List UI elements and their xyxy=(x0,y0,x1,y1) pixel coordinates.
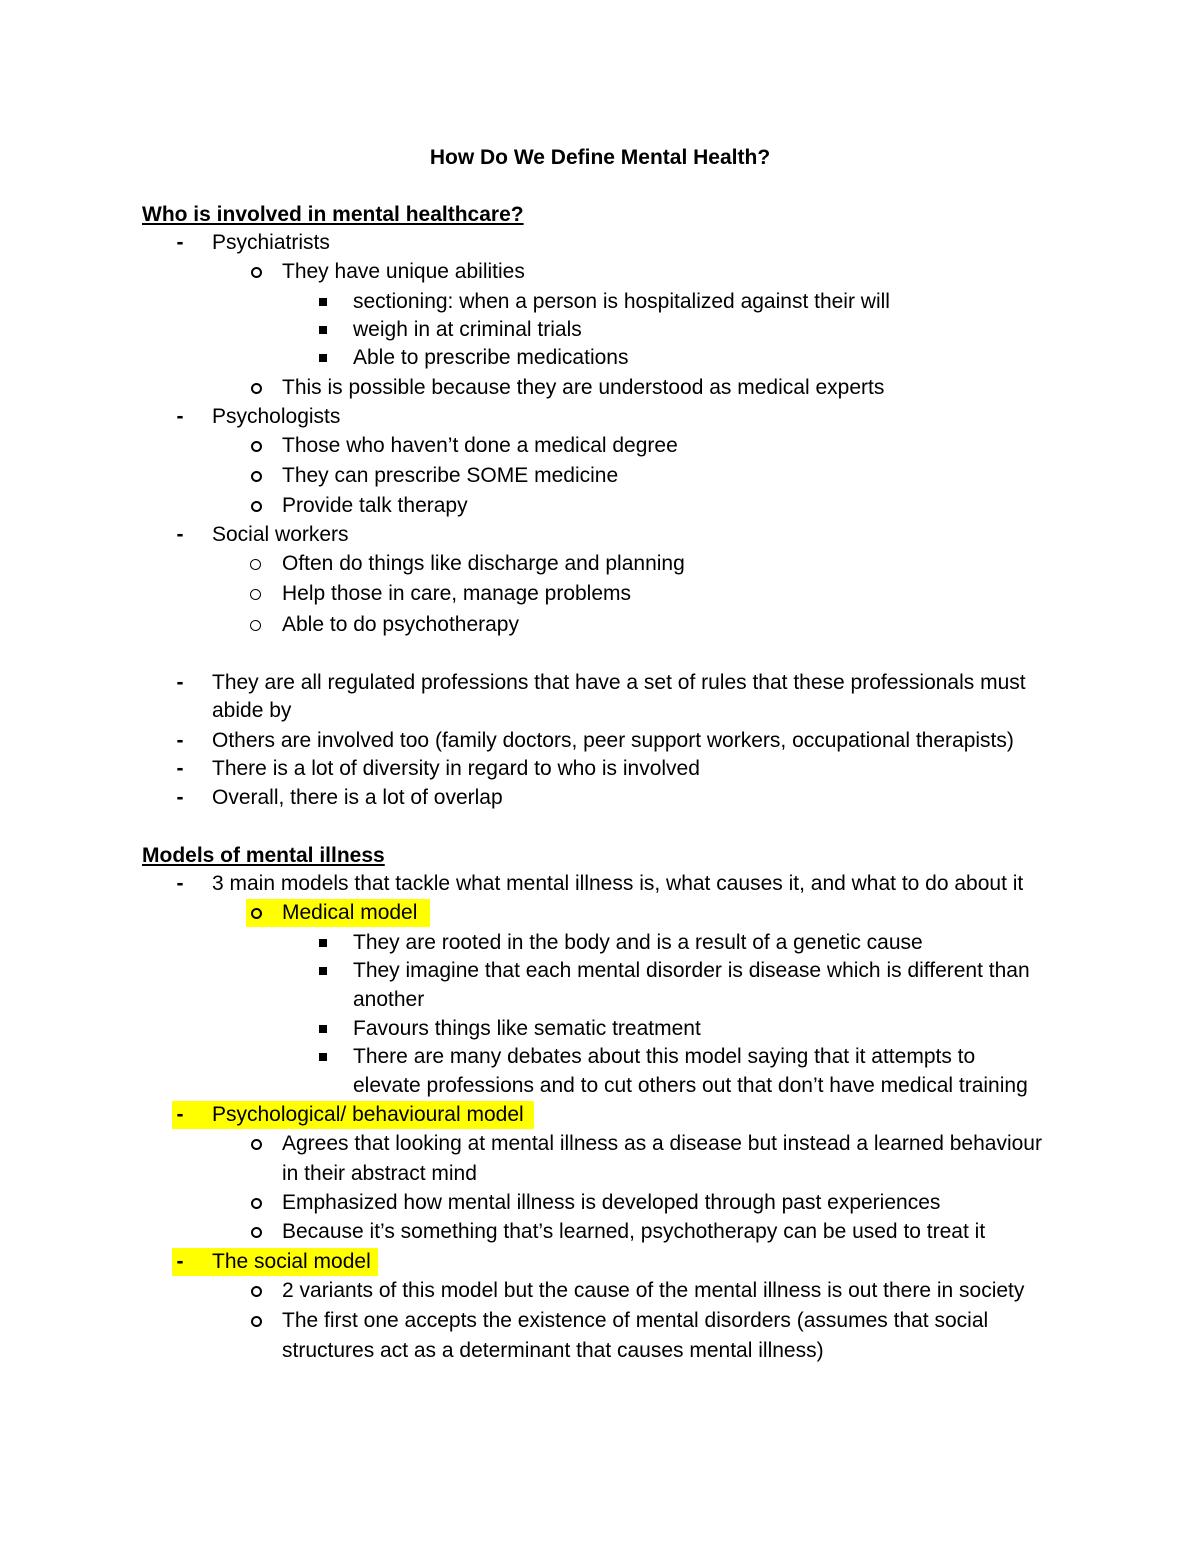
list-item-continuation: in their abstract mind xyxy=(282,1162,477,1185)
square-bullet-icon xyxy=(319,939,327,947)
dash-bullet: - xyxy=(176,729,184,752)
circle-bullet-icon xyxy=(251,1316,262,1327)
circle-bullet-icon xyxy=(251,501,262,512)
circle-bullet-icon xyxy=(251,1198,262,1209)
list-item-medical-model: Medical model xyxy=(246,899,430,927)
list-item-continuation: elevate professions and to cut others out that don’t have medical training xyxy=(353,1074,1028,1097)
circle-bullet-icon xyxy=(251,1139,262,1150)
list-item: This is possible because they are understood as medical experts xyxy=(250,374,1150,402)
list-item: - Overall, there is a lot of overlap xyxy=(174,784,1074,812)
dash-bullet: - xyxy=(176,872,184,895)
dash-bullet: - xyxy=(176,523,184,546)
circle-bullet-icon xyxy=(251,267,262,278)
list-item: Provide talk therapy xyxy=(250,492,1150,520)
list-item: Those who haven’t done a medical degree xyxy=(250,432,1150,460)
list-item: Favours things like sematic treatment xyxy=(318,1015,1118,1043)
list-item: Able to prescribe medications xyxy=(318,344,1118,372)
page-title: How Do We Define Mental Health? xyxy=(429,146,771,169)
list-item: They are rooted in the body and is a result of a genetic cause xyxy=(318,929,1118,957)
circle-bullet-icon xyxy=(251,1286,262,1297)
list-item: They can prescribe SOME medicine xyxy=(250,462,1150,490)
square-bullet-icon xyxy=(319,967,327,975)
circle-bullet-icon xyxy=(251,471,262,482)
circle-bullet-icon xyxy=(251,908,262,919)
list-item-social-workers: - Social workers xyxy=(174,521,1074,549)
list-item: The first one accepts the existence of mental disorders (assumes that social xyxy=(250,1307,1150,1335)
square-bullet-icon xyxy=(319,326,327,334)
list-item: weigh in at criminal trials xyxy=(318,316,1118,344)
list-item: They have unique abilities xyxy=(250,258,1150,286)
list-item: Often do things like discharge and planning xyxy=(250,550,1150,578)
circle-bullet-icon xyxy=(251,383,262,394)
section-heading-models: Models of mental illness xyxy=(142,844,385,867)
list-item-psychologists: - Psychologists xyxy=(174,403,1074,431)
list-item: 2 variants of this model but the cause of the mental illness is out there in society xyxy=(250,1277,1150,1305)
list-item: Emphasized how mental illness is developed through past experiences xyxy=(250,1189,1150,1217)
dash-bullet: - xyxy=(176,1103,184,1126)
list-item: - They are all regulated professions that have a set of rules that these professionals must xyxy=(174,669,1074,697)
square-bullet-icon xyxy=(319,354,327,362)
circle-bullet-icon xyxy=(250,559,261,570)
list-item: - There is a lot of diversity in regard to who is involved xyxy=(174,755,1074,783)
list-item: - Others are involved too (family doctors, peer support workers, occupational therapists) xyxy=(174,727,1074,755)
dash-bullet: - xyxy=(176,671,184,694)
dash-bullet: - xyxy=(176,405,184,428)
list-item-continuation: another xyxy=(353,988,425,1011)
dash-bullet: - xyxy=(176,757,184,780)
list-item: They imagine that each mental disorder is disease which is different than xyxy=(318,957,1118,985)
square-bullet-icon xyxy=(319,298,327,306)
list-item: Help those in care, manage problems xyxy=(250,580,1150,608)
list-item: Because it’s something that’s learned, psychotherapy can be used to treat it xyxy=(250,1218,1150,1246)
circle-bullet-icon xyxy=(250,620,261,631)
square-bullet-icon xyxy=(319,1025,327,1033)
list-item-psychiatrists: - Psychiatrists xyxy=(174,229,1074,257)
list-item-continuation: structures act as a determinant that causes mental illness) xyxy=(282,1339,824,1362)
list-item: Able to do psychotherapy xyxy=(250,611,1150,639)
circle-bullet-icon xyxy=(251,1227,262,1238)
list-item: Agrees that looking at mental illness as a disease but instead a learned behaviour xyxy=(250,1130,1150,1158)
circle-bullet-icon xyxy=(250,589,261,600)
list-item: sectioning: when a person is hospitalized against their will xyxy=(318,288,1118,316)
list-item-continuation: abide by xyxy=(212,699,292,722)
list-item: There are many debates about this model saying that it attempts to xyxy=(318,1043,1118,1071)
dash-bullet: - xyxy=(176,231,184,254)
square-bullet-icon xyxy=(319,1053,327,1061)
circle-bullet-icon xyxy=(251,441,262,452)
list-item-social-model: - The social model xyxy=(172,1248,378,1276)
dash-bullet: - xyxy=(176,1250,184,1273)
list-item-psychological-model: - Psychological/ behavioural model xyxy=(172,1101,534,1129)
dash-bullet: - xyxy=(176,786,184,809)
list-item-intro: - 3 main models that tackle what mental illness is, what causes it, and what to do about it xyxy=(174,870,1074,898)
section-heading-healthcare: Who is involved in mental healthcare? xyxy=(142,203,524,226)
